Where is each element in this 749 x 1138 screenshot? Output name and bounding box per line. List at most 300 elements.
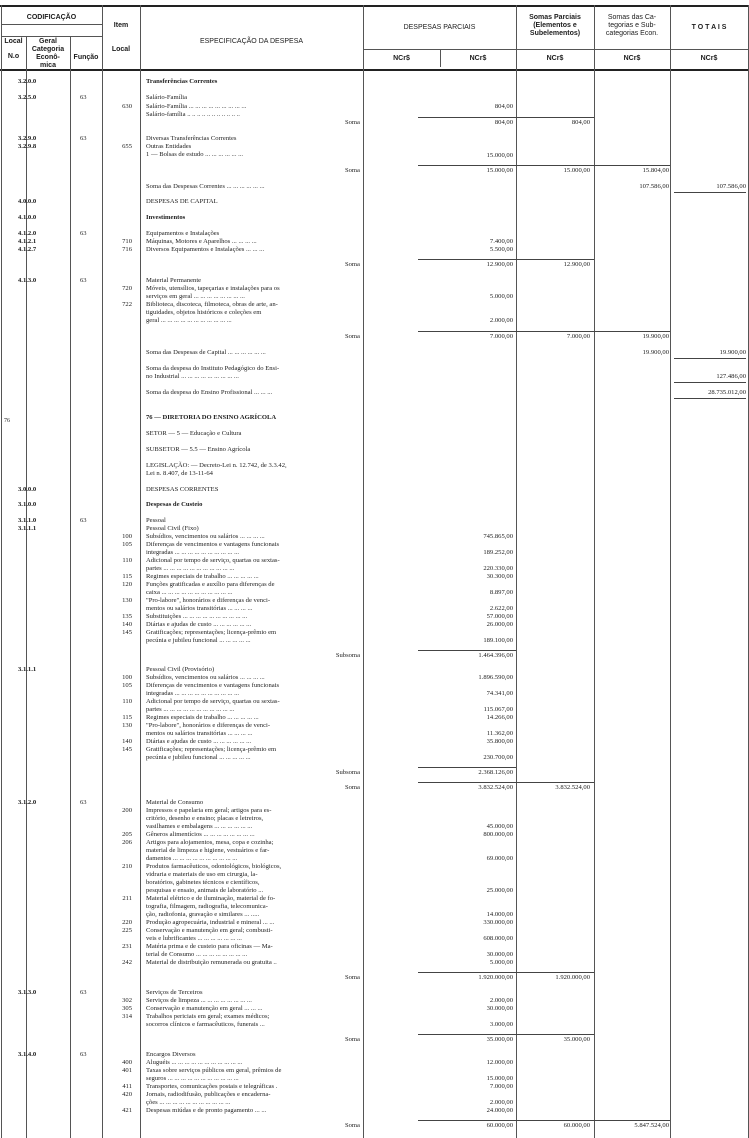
row-description: Regimes especiais de trabalho ... ... ... ... ... (146, 573, 259, 580)
row-function: 63 (80, 230, 87, 237)
row-partial: 30.000,00 (486, 951, 513, 958)
row-description: Diversas Transferências Correntes (146, 135, 237, 142)
row-description: Material Permanente (146, 277, 202, 284)
row-item: 100 (122, 533, 132, 540)
row-item: 205 (122, 831, 132, 838)
row-partial: 1.920.000,00 (478, 974, 513, 981)
row-partial: 2.000,00 (489, 997, 513, 1004)
row-description: Gêneros alimentícios ... ... ... ... ... ... ... ... (146, 831, 255, 838)
row-code: 3.1.3.0 (18, 989, 37, 996)
row-description: Despesas de Custeio (146, 501, 203, 508)
row-item: 120 (122, 581, 132, 588)
row-category-sum: 15.804,00 (642, 167, 669, 174)
row-subtotal: 7.000,00 (566, 333, 590, 340)
row-partial: 60.000,00 (486, 1122, 513, 1129)
sum-rule (418, 331, 670, 332)
row-subtotal: 1.920.000,00 (555, 974, 590, 981)
table-row (0, 485, 749, 494)
row-function: 63 (80, 1051, 87, 1058)
row-subtotal: 15.000,00 (563, 167, 590, 174)
row-description: Funções gratificadas e auxílio para diferenças de (146, 581, 275, 588)
table-row (0, 348, 749, 357)
row-partial: 8.897,00 (489, 589, 513, 596)
sum-rule (418, 259, 594, 260)
row-code: 3.1.1.1 (18, 666, 37, 673)
row-description: Pessoal Civil (Provisório) (146, 666, 215, 673)
header-no: N.o (7, 53, 20, 60)
row-item: 145 (122, 629, 132, 636)
row-partial: 1.464.396,00 (478, 652, 513, 659)
row-partial: 2.000,00 (489, 1099, 513, 1106)
row-total: 127.486,00 (716, 373, 746, 380)
row-description: Gratificações; representações; licença-prêmio em (146, 746, 277, 753)
row-item: 130 (122, 722, 132, 729)
row-description: partes ... ... ... ... ... ... ... ... ... ... ... (146, 706, 235, 713)
row-code: 3.1.0.0 (18, 501, 37, 508)
row-description: Outras Entidades (146, 143, 192, 150)
row-description: Salário-família .. .. .. .. .. .. .. .. .. .. .. (146, 111, 240, 118)
header-currency: NCr$ (623, 55, 641, 62)
row-item: 242 (122, 959, 132, 966)
row-description: Adicional por tempo de serviço, quartas ou sextas- (146, 557, 280, 564)
row-item: 710 (122, 238, 132, 245)
header-local: Local (4, 38, 23, 45)
sum-rule (418, 972, 594, 973)
sum-rule (418, 767, 516, 768)
table-row (0, 77, 749, 86)
row-description: ção, radiofonia, gravação e similares ... ..... (146, 911, 260, 918)
header-rule (1, 24, 102, 25)
row-partial: 330.000,00 (483, 919, 513, 926)
row-description: Produção agropecuária, industrial e mineral ... ... (146, 919, 275, 926)
table-row (0, 500, 749, 509)
sum-rule (418, 650, 516, 651)
row-description: Soma da despesa do Ensino Profissional ... ... ... (146, 389, 273, 396)
row-item: 115 (122, 714, 132, 721)
row-partial: 11.362,00 (486, 730, 513, 737)
row-partial: 7.400,00 (489, 238, 513, 245)
row-item: 105 (122, 682, 132, 689)
row-description: Soma (344, 1122, 360, 1129)
total-rule (674, 192, 746, 193)
row-code: 3.1.4.0 (18, 1051, 37, 1058)
table-row (0, 182, 749, 191)
row-description: LEGISLAÇÃO: — Decreto-Lei n. 12.742, de 3.3.42, (146, 462, 287, 469)
row-item: 421 (122, 1107, 132, 1114)
sum-row (0, 166, 749, 175)
row-item: 211 (122, 895, 132, 902)
row-partial: 189.252,00 (483, 549, 513, 556)
row-partial: 45.000,00 (486, 823, 513, 830)
row-description: Soma da despesa do Instituto Pedagógico do Ensi- (146, 365, 280, 372)
row-description: Conservação e manutenção em geral ... ... ... (146, 1005, 263, 1012)
row-partial: 15.000,00 (486, 167, 513, 174)
row-item: 145 (122, 746, 132, 753)
row-description: Diferenças de vencimentos e vantagens funcionais (146, 682, 280, 689)
row-description: Pessoal Civil (Fixo) (146, 525, 199, 532)
row-subtotal: 35.000,00 (563, 1036, 590, 1043)
row-partial: 608.000,00 (483, 935, 513, 942)
row-description: Móveis, utensílios, tapeçarias e instalações para os (146, 285, 280, 292)
row-description: mentos ou salários transitórias ... ... ... ... (146, 730, 253, 737)
row-item: 100 (122, 674, 132, 681)
row-description: Subsídios, vencimentos ou salários ... ... ... ... (146, 533, 265, 540)
row-description: Salário-Família (146, 94, 188, 101)
row-description: Diárias e ajudas de custo ... ... ... ... ... ... (146, 621, 252, 628)
row-code: 4.1.2.1 (18, 238, 37, 245)
sum-row (0, 768, 749, 777)
row-description: no Industrial ... ... ... ... ... ... ... ... ... (146, 373, 239, 380)
row-partial: 5.500,00 (489, 246, 513, 253)
header-categoria: Categoria (31, 46, 65, 53)
row-subtotal: 12.900,00 (563, 261, 590, 268)
table-row (0, 753, 749, 762)
row-partial: 5.000,00 (489, 293, 513, 300)
row-description: "Pro-labore", honorários e diferenças de venci- (146, 722, 271, 729)
row-item: 210 (122, 863, 132, 870)
header-rule (1, 36, 102, 37)
row-item: 716 (122, 246, 132, 253)
row-description: Artigos para alojamentos, mesa, copa e cozinha; (146, 839, 274, 846)
row-partial: 7.000,00 (489, 1083, 513, 1090)
row-item: 400 (122, 1059, 132, 1066)
row-function: 63 (80, 135, 87, 142)
row-item: 630 (122, 103, 132, 110)
row-partial: 57.000,00 (486, 613, 513, 620)
row-description: Pessoal (146, 517, 166, 524)
row-category-sum: 5.847.524,00 (634, 1122, 669, 1129)
header-geral: Geral (39, 38, 57, 45)
row-partial: 24.000,00 (486, 1107, 513, 1114)
row-item: 314 (122, 1013, 132, 1020)
row-description: Soma (344, 167, 360, 174)
header-economica: Econô- mica (36, 54, 60, 69)
row-item: 401 (122, 1067, 132, 1074)
row-total: 107.586,00 (716, 183, 746, 190)
row-partial: 15.000,00 (486, 1075, 513, 1082)
row-partial: 14.000,00 (486, 911, 513, 918)
row-item: 420 (122, 1091, 132, 1098)
row-description: partes ... ... ... ... ... ... ... ... ... ... ... (146, 565, 235, 572)
sum-row (0, 783, 749, 792)
row-category-sum: 19.900,00 (642, 333, 669, 340)
header-somas-categorias: Somas das Ca- tegorias e Sub- categorias Econ. (605, 14, 659, 37)
row-description: Equipamentos e Instalações (146, 230, 220, 237)
row-item: 411 (122, 1083, 132, 1090)
row-partial: 800.000,00 (483, 831, 513, 838)
row-description: Regimes especiais de trabalho ... ... ... ... ... (146, 714, 259, 721)
row-item: 225 (122, 927, 132, 934)
total-rule (674, 398, 746, 399)
table-row (0, 245, 749, 254)
row-description: Soma das Despesas Correntes ... ... ... ... ... ... (146, 183, 265, 190)
header-funcao: Função (73, 54, 99, 61)
row-description: Soma (344, 974, 360, 981)
row-description: tografia, filmagem, radiografia, telecomunica- (146, 903, 268, 910)
row-code: 3.0.0.0 (18, 486, 37, 493)
row-item: 110 (122, 698, 132, 705)
sum-row (0, 1035, 749, 1044)
row-description: terial de Consumo ... ... ... ... ... ... ... ... (146, 951, 248, 958)
table-row (0, 151, 749, 160)
header-codificacao: CODIFICAÇÃO (26, 14, 77, 21)
row-description: geral ... ... ... ... ... ... ... ... ... ... ... (146, 317, 232, 324)
row-item: 302 (122, 997, 132, 1004)
row-code: 4.1.3.0 (18, 277, 37, 284)
row-description: Material de distribuição remunerada ou gratuita .. (146, 959, 277, 966)
header-currency: NCr$ (700, 55, 718, 62)
row-description: Matéria prima e de custeio para oficinas — Ma- (146, 943, 273, 950)
row-subtotal: 804,00 (571, 119, 590, 126)
row-item: 655 (122, 143, 132, 150)
row-description: DESPESAS DE CAPITAL (146, 198, 218, 205)
row-partial: 25.000,00 (486, 887, 513, 894)
row-item: 206 (122, 839, 132, 846)
row-partial: 5.000,00 (489, 959, 513, 966)
row-description: Trabalhos periciais em geral; exames médicos; (146, 1013, 270, 1020)
row-partial: 189.100,00 (483, 637, 513, 644)
row-category-sum: 107.586,00 (639, 183, 669, 190)
row-partial: 7.000,00 (489, 333, 513, 340)
total-rule (674, 358, 746, 359)
row-description: Subsoma (335, 652, 360, 659)
header-despesas-parciais: DESPESAS PARCIAIS (403, 24, 476, 31)
row-code: 4.1.2.0 (18, 230, 37, 237)
row-description: Soma (344, 1036, 360, 1043)
row-description: Material elétrico e de iluminação, material de fo- (146, 895, 276, 902)
table-row (0, 197, 749, 206)
row-partial: 15.000,00 (486, 152, 513, 159)
row-category-sum: 19.900,00 (642, 349, 669, 356)
row-code: 4.1.2.7 (18, 246, 37, 253)
row-item: 115 (122, 573, 132, 580)
row-description: Adicional por tempo de serviço, quartas ou sextas- (146, 698, 280, 705)
row-description: SUBSETOR — 5.5 — Ensino Agrícola (146, 446, 251, 453)
row-partial: 30.000,00 (486, 1005, 513, 1012)
row-description: serviços em geral ... ... ... ... ... ... ... ... (146, 293, 245, 300)
row-description: Diferenças de vencimentos e vantagens funcionais (146, 541, 280, 548)
row-subtotal: 3.832.524,00 (555, 784, 590, 791)
sum-row (0, 973, 749, 982)
row-partial: 2.622,00 (489, 605, 513, 612)
row-description: damentos ... ... ... ... ... ... ... ... ... ... (146, 855, 238, 862)
row-description: Diversos Equipamentos e Instalações ... ... ... (146, 246, 265, 253)
row-item: 140 (122, 738, 132, 745)
row-partial: 3.832.524,00 (478, 784, 513, 791)
header-item: Item (113, 22, 129, 29)
row-partial: 804,00 (494, 103, 513, 110)
row-description: 1 — Bolsas de estudo ... ... ... ... ... ... (146, 151, 244, 158)
row-description: Serviços de limpeza ... ... ... ... ... ... ... ... (146, 997, 252, 1004)
table-row (0, 1020, 749, 1029)
row-description: tiguidades, objetos históricos e coleções em (146, 309, 262, 316)
row-function: 63 (80, 517, 87, 524)
row-description: Subsídios, vencimentos ou salários ... ... ... ... (146, 674, 265, 681)
row-description: Encargos Diversos (146, 1051, 196, 1058)
row-item: 722 (122, 301, 132, 308)
row-description: Transferências Correntes (146, 78, 218, 85)
row-description: Material de Consumo (146, 799, 204, 806)
row-partial: 14.266,00 (486, 714, 513, 721)
row-partial: 2.368.126,00 (478, 769, 513, 776)
row-description: Soma (344, 119, 360, 126)
row-description: Gratificações; representações; licença-prêmio em (146, 629, 277, 636)
row-description: pesquisas e ensaio, animais de laboratório ... (146, 887, 264, 894)
margin-mark: 76 (4, 418, 10, 424)
row-total: 28.735.012,00 (708, 389, 746, 396)
row-description: Produtos farmacêuticos, odontológicos, biológicos, (146, 863, 282, 870)
header-somas-parciais: Somas Parciais (Elementos e Subelementos) (529, 14, 581, 37)
row-partial: 69.000,00 (486, 855, 513, 862)
row-partial: 220.330,00 (483, 565, 513, 572)
sum-row (0, 651, 749, 660)
row-description: Aluguéis ... ... ... ... ... ... ... ... ... ... ... (146, 1059, 243, 1066)
header-especificacao: ESPECIFICAÇÃO DA DESPESA (199, 38, 304, 45)
row-description: Soma (344, 261, 360, 268)
row-description: Substituições ... ... ... ... ... ... ... ... ... ... (146, 613, 248, 620)
row-partial: 3.000,00 (489, 1021, 513, 1028)
sum-row (0, 260, 749, 269)
row-code: 3.1.1.1 (18, 525, 37, 532)
row-description: pecúnia e jubileu funcional ... ... ... ... ... (146, 754, 251, 761)
row-description: Impressos e papelaria em geral; artigos para es- (146, 807, 272, 814)
row-description: Serviços de Terceiros (146, 989, 203, 996)
row-partial: 30.300,00 (486, 573, 513, 580)
row-description: integradas ... ... ... ... ... ... ... ... ... ... (146, 549, 240, 556)
header-currency: NCr$ (469, 55, 487, 62)
row-description: material de limpeza e higiene, vestuários e far- (146, 847, 270, 854)
row-description: veis e lubrificantes ... ... ... ... ... ... ... (146, 935, 242, 942)
table-row (0, 413, 749, 422)
sum-rule (418, 782, 594, 783)
row-description: 76 — DIRETORIA DO ENSINO AGRÍCOLA (146, 414, 277, 421)
row-item: 720 (122, 285, 132, 292)
row-partial: 2.000,00 (489, 317, 513, 324)
row-code: 3.2.9.0 (18, 135, 37, 142)
row-partial: 26.000,00 (486, 621, 513, 628)
table-row (0, 1106, 749, 1115)
row-code: 3.2.9.8 (18, 143, 37, 150)
row-description: Diárias e ajudas de custo ... ... ... ... ... ... (146, 738, 252, 745)
table-row (0, 445, 749, 454)
row-function: 63 (80, 277, 87, 284)
row-description: Subsoma (335, 769, 360, 776)
header-totais: T O T A I S (691, 24, 727, 31)
row-function: 63 (80, 94, 87, 101)
row-partial: 745.865,00 (483, 533, 513, 540)
table-row (0, 213, 749, 222)
row-partial: 115.067,00 (483, 706, 513, 713)
sum-rule (418, 1034, 594, 1035)
sum-row (0, 332, 749, 341)
row-partial: 12.900,00 (486, 261, 513, 268)
row-description: ções ... ... ... ... ... ... ... ... ... ... ... (146, 1099, 231, 1106)
row-item: 220 (122, 919, 132, 926)
row-description: "Pro-labore", honorários e diferenças de venci- (146, 597, 271, 604)
row-partial: 35.800,00 (486, 738, 513, 745)
row-description: pecúnia e jubileu funcional ... ... ... ... ... (146, 637, 251, 644)
row-description: SETOR — 5 — Educação e Cultura (146, 430, 242, 437)
table-row (0, 636, 749, 645)
header-currency: NCr$ (393, 55, 410, 62)
sum-rule (418, 1120, 670, 1121)
row-description: critório, desenho e ensino; placas e letreiros, (146, 815, 264, 822)
row-description: caixa ... ... ... ... ... ... ... ... ... ... ... (146, 589, 233, 596)
row-description: Transportes, comunicações postais e telegráficas . (146, 1083, 278, 1090)
sum-row (0, 1121, 749, 1130)
row-description: Despesas miúdas e de pronto pagamento ... ... (146, 1107, 267, 1114)
row-partial: 804,00 (494, 119, 513, 126)
row-total: 19.900,00 (719, 349, 746, 356)
row-description: mentos ou salários transitórias ... ... ... ... (146, 605, 253, 612)
table-row (0, 388, 749, 397)
row-description: Salário-Família ... ... ... ... ... ... ... ... ... (146, 103, 247, 110)
row-description: Soma (344, 333, 360, 340)
header-rule (363, 49, 748, 50)
sum-row (0, 118, 749, 127)
row-function: 63 (80, 989, 87, 996)
row-description: integradas ... ... ... ... ... ... ... ... ... ... (146, 690, 240, 697)
row-description: Soma (344, 784, 360, 791)
row-item: 200 (122, 807, 132, 814)
row-function: 63 (80, 799, 87, 806)
row-partial: 1.896.590,00 (478, 674, 513, 681)
row-description: DESPESAS CORRENTES (146, 486, 219, 493)
total-rule (674, 382, 746, 383)
row-item: 105 (122, 541, 132, 548)
row-code: 4.0.0.0 (18, 198, 37, 205)
sum-rule (418, 165, 670, 166)
table-row (0, 429, 749, 438)
row-item: 130 (122, 597, 132, 604)
row-item: 305 (122, 1005, 132, 1012)
sum-rule (418, 117, 594, 118)
row-partial: 12.000,00 (486, 1059, 513, 1066)
row-subtotal: 60.000,00 (563, 1122, 590, 1129)
row-code: 3.2.0.0 (18, 78, 37, 85)
row-description: vidraria e materiais de uso em cirurgia, la- (146, 871, 258, 878)
row-code: 4.1.0.0 (18, 214, 37, 221)
row-description: Máquinas, Motores e Aparelhos ... ... ... ... (146, 238, 257, 245)
row-code: 3.1.2.0 (18, 799, 37, 806)
row-description: Soma das Despesas de Capital ... ... ... ... ... ... (146, 349, 266, 356)
table-row (0, 958, 749, 967)
row-description: Lei n. 8.407, de 13-11-64 (146, 470, 213, 477)
table-row (0, 469, 749, 478)
row-description: Investimentos (146, 214, 186, 221)
row-description: vasilhames e embalagens ... ... ... ... ... ... (146, 823, 253, 830)
row-item: 110 (122, 557, 132, 564)
table-row (0, 316, 749, 325)
row-description: Jornais, radiodifusão, publicações e encaderna- (146, 1091, 271, 1098)
table-row (0, 93, 749, 102)
row-description: seguros ... ... ... ... ... ... ... ... ... ... ... (146, 1075, 239, 1082)
row-description: boratórios, gabinetes técnicos e científicos, (146, 879, 260, 886)
row-description: socorros clínicos e farmacêuticos, funerais ... (146, 1021, 265, 1028)
row-partial: 35.000,00 (486, 1036, 513, 1043)
table-row (0, 372, 749, 381)
row-item: 135 (122, 613, 132, 620)
row-item: 231 (122, 943, 132, 950)
header-item-local: Local (111, 46, 131, 53)
row-item: 140 (122, 621, 132, 628)
row-code: 3.1.1.0 (18, 517, 37, 524)
row-description: Taxas sobre serviços públicos em geral, prêmios de (146, 1067, 282, 1074)
row-code: 3.2.5.0 (18, 94, 37, 101)
row-description: Biblioteca, discoteca, filmoteca, obras de arte, an- (146, 301, 278, 308)
row-description: Conservação e manutenção em geral; combusti- (146, 927, 273, 934)
header-currency: NCr$ (546, 55, 564, 62)
